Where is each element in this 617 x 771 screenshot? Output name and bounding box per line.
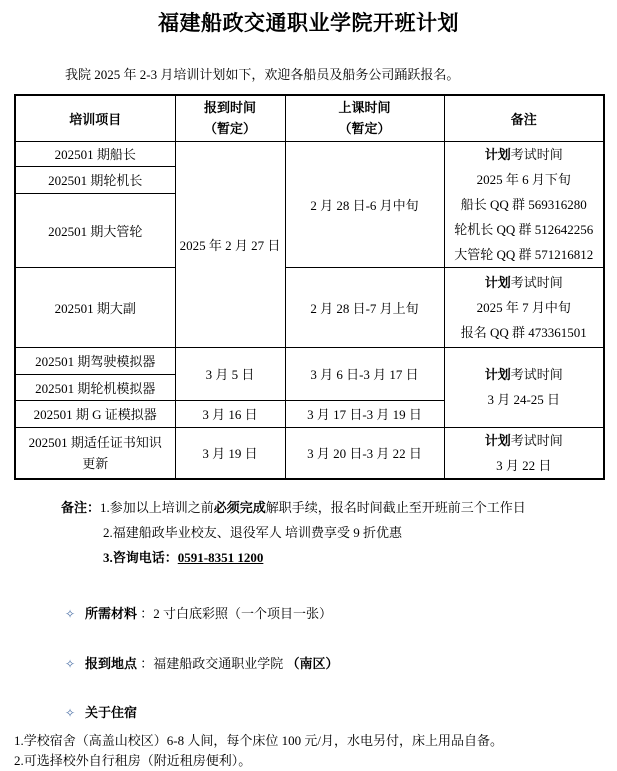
remark-exam-title: 计划考试时间 <box>484 367 563 382</box>
table-row <box>15 347 604 374</box>
remark-qq-signup: 报名 QQ 群 473361501 <box>460 324 587 340</box>
remark-exam-date: 3 月 24-25 日 <box>487 392 561 407</box>
cell-remark-simulators <box>444 347 604 427</box>
materials-label: 所需材料 <box>85 605 138 621</box>
table-row <box>15 427 604 479</box>
col-header-class-line2: （暂定） <box>338 121 391 137</box>
cell-project-nav-simulator: 202501 期驾驶模拟器 <box>15 347 175 374</box>
col-header-class-line1: 上课时间 <box>338 100 391 116</box>
page-title: 福建船政交通职业学院开班计划 <box>158 11 459 35</box>
table-row <box>15 141 604 166</box>
remark-exam-title: 计划考试时间 <box>484 274 563 290</box>
location-campus: （南区） <box>286 655 339 671</box>
note-item-1: 备注：1.参加以上培训之前必须完成解职手续，报名时间截止至开班前三个工作日 <box>61 499 526 515</box>
cell-project-engine-simulator: 202501 期轮机模拟器 <box>15 374 175 400</box>
document-page <box>0 7 617 768</box>
cell-project-captain: 202501 期船长 <box>15 141 175 166</box>
location-label: 报到地点 <box>85 655 138 671</box>
diamond-bullet-icon: ✧ <box>65 656 76 671</box>
remark-exam-title: 计划考试时间 <box>484 432 563 448</box>
remark-exam-title: 计划考试时间 <box>484 146 563 162</box>
note-item-2: 2.福建船政毕业校友、退役军人 培训费享受 9 折优惠 <box>103 524 403 540</box>
cell-project-g-cert-simulator: 202501 期 G 证模拟器 <box>15 400 175 427</box>
location-text: ：福建船政交通职业学院 <box>137 655 287 671</box>
cell-remark-update <box>444 427 604 479</box>
remark-qq-second-engineer: 大管轮 QQ 群 571216812 <box>454 246 594 262</box>
cell-checkin-mar16: 3 月 16 日 <box>175 400 285 427</box>
cell-project-second-engineer: 202501 期大管轮 <box>15 193 175 267</box>
diamond-bullet-icon: ✧ <box>65 606 76 621</box>
housing-label: 关于住宿 <box>85 704 138 720</box>
table-header-row <box>15 95 604 141</box>
diamond-bullet-icon: ✧ <box>65 705 76 720</box>
col-header-checkin-line2: （暂定） <box>203 121 256 137</box>
housing-items <box>14 731 617 771</box>
housing-row <box>65 702 617 721</box>
remark-exam-date: 2025 年 6 月下旬 <box>476 171 571 187</box>
cell-project-chief-mate: 202501 期大副 <box>15 267 175 347</box>
cell-checkin-mar19: 3 月 19 日 <box>175 427 285 479</box>
materials-text: ：2 寸白底彩照（一个项目一张） <box>137 605 333 621</box>
cell-classtime-chief-mate: 2 月 28 日-7 月上旬 <box>285 267 444 347</box>
materials-row <box>65 603 617 622</box>
cell-classtime-group1: 2 月 28 日-6 月中旬 <box>285 141 444 267</box>
phone-number: 0591-8351 1200 <box>177 549 264 565</box>
col-header-project: 培训项目 <box>15 95 175 141</box>
training-schedule-table <box>14 94 605 480</box>
cell-classtime-simulators: 3 月 6 日-3 月 17 日 <box>285 347 444 400</box>
cell-project-cert-knowledge-update: 202501 期适任证书知识 更新 <box>15 427 175 479</box>
remark-exam-date: 3 月 22 日 <box>496 457 552 473</box>
remark-qq-chief-engineer: 轮机长 QQ 群 512642256 <box>454 221 594 237</box>
intro-text: 我院 2025 年 2-3 月培训计划如下，欢迎各船员及船务公司踊跃报名。 <box>65 67 460 82</box>
cell-checkin-feb27: 2025 年 2 月 27 日 <box>175 141 285 347</box>
remark-exam-date: 2025 年 7 月中旬 <box>476 299 571 315</box>
col-header-class-time <box>285 95 444 141</box>
cell-checkin-mar5: 3 月 5 日 <box>175 347 285 400</box>
notes-section <box>61 495 601 570</box>
col-header-checkin-line1: 报到时间 <box>203 100 256 116</box>
cell-remark-group1 <box>444 141 604 267</box>
location-row <box>65 653 617 672</box>
cell-remark-chief-mate <box>444 267 604 347</box>
notes-label: 备注： <box>61 499 101 515</box>
col-header-checkin-time <box>175 95 285 141</box>
col-header-remark: 备注 <box>444 95 604 141</box>
remark-qq-captain: 船长 QQ 群 569316280 <box>460 196 587 212</box>
table-row <box>15 267 604 347</box>
cell-classtime-update: 3 月 20 日-3 月 22 日 <box>285 427 444 479</box>
cell-project-chief-engineer: 202501 期轮机长 <box>15 166 175 193</box>
housing-item-2: 2.可选择校外自行租房（附近租房便利）。 <box>14 752 252 768</box>
cell-classtime-g-cert: 3 月 17 日-3 月 19 日 <box>285 400 444 427</box>
housing-item-1: 1.学校宿舍（高盖山校区）6-8 人间，每个床位 100 元/月，水电另付，床上用品自备。 <box>14 732 503 748</box>
note-item-3: 3.咨询电话：0591-8351 1200 <box>103 549 264 565</box>
